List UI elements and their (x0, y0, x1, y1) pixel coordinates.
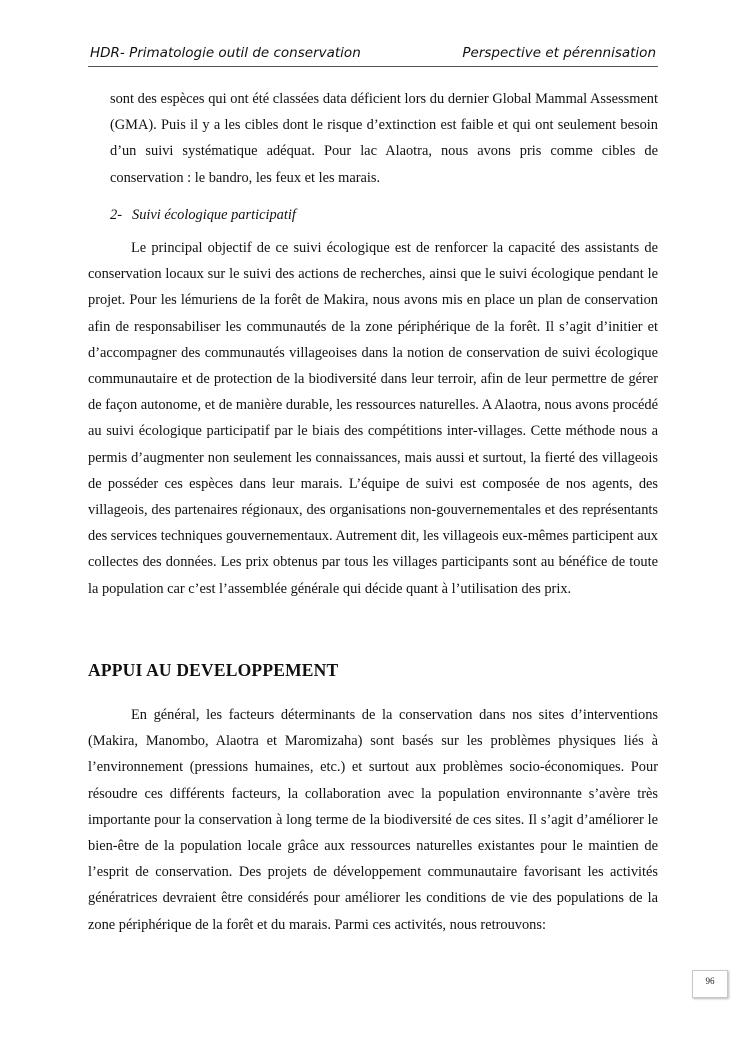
subheading (110, 202, 296, 228)
paragraph-suivi-ecologique: Le principal objectif de ce suivi écologique est de renforcer la capacité des assistants de conservation locaux sur le suivi des actions de recherches, ainsi que le suivi écologique pendant le projet. Pour les lémuriens de la forêt de Makira, nous avons mis en place un plan de conservation afin de responsabiliser les communautés de la zone périphérique de la forêt. Il s’agit d’initier et d’accompagner des communautés villageoises dans la notion de conservation de suivi écologique communautaire et de protection de la biodiversité dans leur terroir, afin de leur permettre de gérer de façon autonome, et de manière durable, les ressources naturelles. A Alaotra, nous avons procédé au suivi écologique participatif par le biais des compétitions inter-villages. Cette méthode nous a permis d’augmenter non seulement les connaissances, mais aussi et surtout, la fierté des villageois de posséder ces espèces dans leur marais. L’équipe de suivi est composée de nos agents, des villageois, des partenaires régionaux, des organisations non-gouvernementales et des représentants des services techniques gouvernementaux. Autrement dit, les villageois eux-mêmes participent aux collectes des données. Les prix obtenus par tous les villages participants sont au bénéfice de toute la population car c’est l’assemblée générale qui décide quant à l’utilisation des prix. (88, 240, 658, 597)
paragraph-continuation: sont des espèces qui ont été classées data déficient lors du dernier Global Mammal Assessment (GMA). Puis il y a les cibles dont le risque d’extinction est faible et qui ont seulement besoin d’un suivi systématique adéquat. Pour lac Alaotra, nous avons pris comme cibles de conservation : le bandro, les feux et les marais. (110, 91, 658, 186)
header-chapter: Perspective et pérennisation (462, 45, 656, 61)
subheading-number: 2- (110, 207, 122, 223)
subheading-title: Suivi écologique participatif (132, 207, 296, 223)
page-number: 96 (692, 970, 728, 998)
header-title: HDR- Primatologie outil de conservation (90, 45, 361, 61)
running-header (88, 44, 658, 67)
paragraph-appui-developpement: En général, les facteurs déterminants de la conservation dans nos sites d’interventions (Makira, Manombo, Alaotra et Maromizaha) sont basés sur les problèmes physiques liés à l’environnement (pressions humaines, etc.) et surtout aux problèmes socio-économiques. Pour résoudre ces différents facteurs, la collaboration avec la population environnante s’avère très importante pour la conservation à long terme de la biodiversité de ces sites. Il s’agit d’améliorer le bien-être de la population locale grâce aux ressources naturelles existantes pour le maintien de l’esprit de conservation. Des projets de développement communautaire favorisant les activités génératrices devraient être considérés pour améliorer les conditions de vie des populations de la zone périphérique de la forêt et du marais. Parmi ces activités, nous retrouvons: (88, 707, 658, 933)
section-title: APPUI AU DEVELOPPEMENT (88, 660, 339, 680)
